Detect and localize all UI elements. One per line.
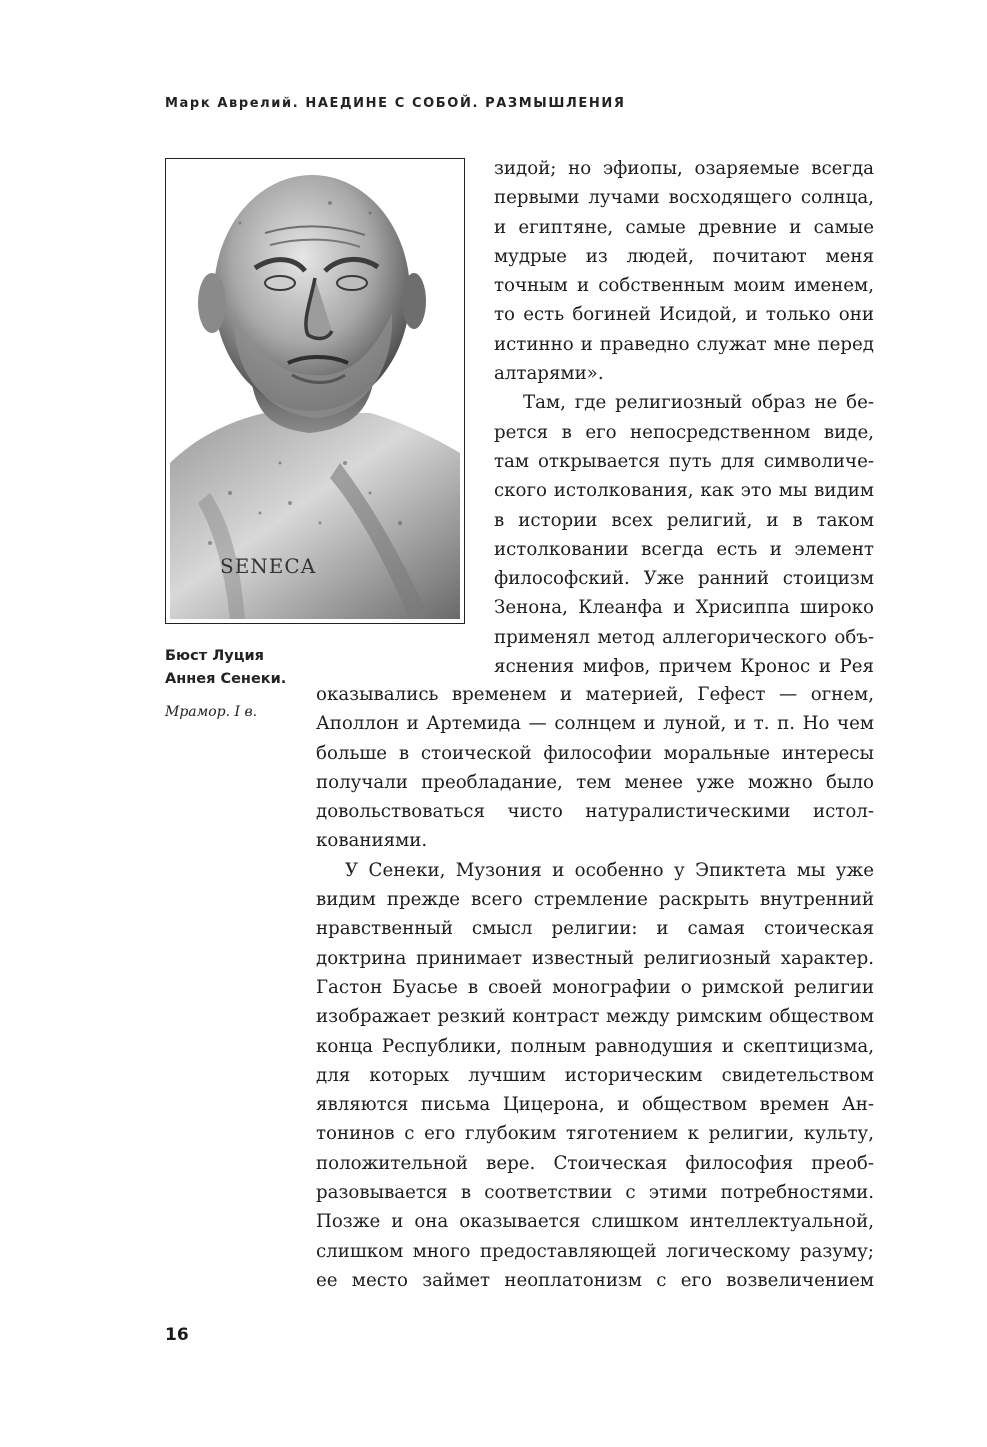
text-line: применял метод аллегорического объ- bbox=[494, 626, 874, 648]
text-line: довольствоваться чисто натуралистическими истол- bbox=[316, 801, 874, 823]
text-line: алтарями». bbox=[494, 363, 604, 385]
text-line: У Сенеки, Музония и особенно у Эпиктета мы уже bbox=[345, 859, 874, 881]
running-head: Марк Аврелий. НАЕДИНЕ С СОБОЙ. РАЗМЫШЛЕНИЯ bbox=[165, 96, 626, 111]
text-line: разовывается в соответствии с этими потребностями. bbox=[316, 1182, 874, 1204]
text-line: философский. Уже ранний стоицизм bbox=[494, 568, 874, 590]
text-line: в истории всех религий, и в таком bbox=[494, 509, 874, 531]
text-line: Аполлон и Артемида — солнцем и луной, и т. п. Но чем bbox=[316, 713, 874, 735]
text-line: тонинов с его глубоким тяготением к религии, культу, bbox=[316, 1123, 874, 1145]
text-line: Гастон Буасье в своей монографии о римской религии bbox=[316, 976, 874, 998]
text-line: Зенона, Клеанфа и Хрисиппа широко bbox=[494, 597, 874, 619]
text-line: Позже и она оказывается слишком интеллектуальной, bbox=[316, 1211, 874, 1233]
text-line: конца Республики, полным равнодушия и скептицизма, bbox=[316, 1035, 874, 1057]
text-line: ее место займет неоплатонизм с его возвеличением bbox=[316, 1269, 874, 1291]
caption-title-line: Аннея Сенеки. bbox=[165, 671, 287, 687]
text-line: ского истолкования, как это мы видим bbox=[494, 480, 874, 502]
text-line: оказывались временем и материей, Гефест — огнем, bbox=[316, 684, 874, 705]
text-line: являются письма Цицерона, и обществом времен Ан- bbox=[316, 1094, 874, 1116]
caption-title-line: Бюст Луция bbox=[165, 648, 264, 664]
text-line: истолковании всегда есть и элемент bbox=[494, 538, 874, 560]
text-line: положительной вере. Стоическая философия преоб- bbox=[316, 1152, 874, 1174]
text-line: зидой; но эфиопы, озаряемые всегда bbox=[494, 158, 874, 179]
text-line: и египтяне, самые древние и самые bbox=[494, 216, 874, 238]
caption-subtitle: Мрамор. I в. bbox=[165, 704, 258, 720]
body-text-narrow-column bbox=[494, 154, 874, 681]
seneca-bust-image bbox=[170, 163, 460, 619]
text-line: получали преобладание, тем менее уже можно было bbox=[316, 771, 874, 793]
text-line: рется в его непосредственном виде, bbox=[494, 421, 874, 443]
bust-illustration bbox=[165, 158, 465, 624]
page-number: 16 bbox=[165, 1325, 189, 1345]
text-line: нравственный смысл религии: и самая стоическая bbox=[316, 918, 874, 940]
text-line: видим прежде всего стремление раскрыть внутренний bbox=[316, 889, 874, 911]
text-line: изображает резкий контраст между римским обществом bbox=[316, 1006, 874, 1028]
text-line: точным и собственным моим именем, bbox=[494, 275, 874, 297]
text-line: Там, где религиозный образ не бе- bbox=[523, 392, 874, 414]
text-line: мудрые из людей, почитают меня bbox=[494, 245, 874, 267]
text-line: там открывается путь для символиче- bbox=[494, 450, 874, 472]
text-line: больше в стоической философии моральные интересы bbox=[316, 742, 874, 764]
text-line: яснения мифов, причем Кронос и Рея bbox=[494, 656, 874, 678]
figure-caption bbox=[165, 645, 305, 724]
text-line: для которых лучшим историческим свидетельством bbox=[316, 1064, 874, 1086]
bust-inscription: SENECA bbox=[220, 554, 317, 578]
text-line: первыми лучами восходящего солнца, bbox=[494, 187, 874, 209]
text-line: доктрина принимает известный религиозный характер. bbox=[316, 947, 874, 969]
text-line: истинно и праведно служат мне перед bbox=[494, 333, 874, 355]
text-line: кованиями. bbox=[316, 830, 428, 852]
text-line: то есть богиней Исидой, и только они bbox=[494, 304, 874, 326]
body-text-wide-column bbox=[316, 680, 874, 1295]
caption-title bbox=[165, 645, 305, 691]
text-line: слишком много предоставляющей логическому разуму; bbox=[316, 1240, 874, 1262]
